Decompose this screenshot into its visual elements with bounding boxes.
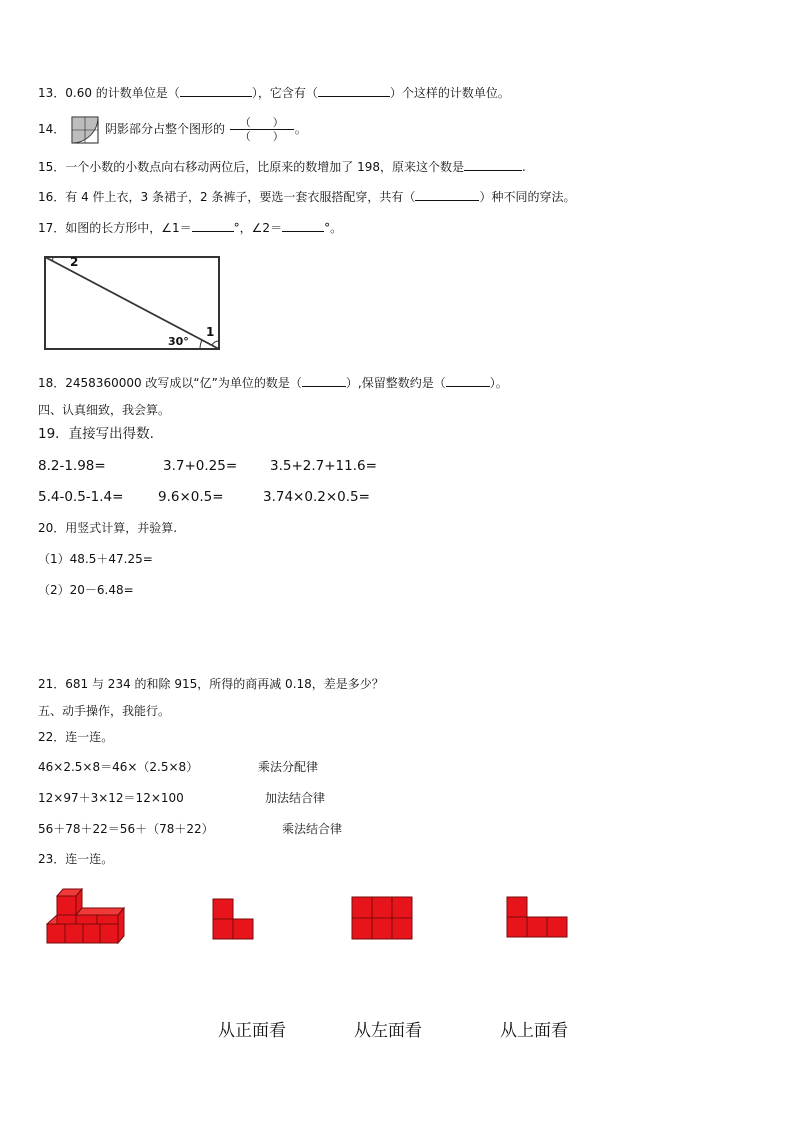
angle-2-label: 2 (70, 255, 79, 269)
calc-item: 3.7+0.25= (163, 458, 238, 474)
match-right-item[interactable]: 乘法分配律 (258, 760, 319, 774)
question-17: 17．如图的长方形中，∠1＝ °，∠2＝ °。 (38, 221, 343, 235)
rectangle-figure (40, 254, 224, 354)
question-13: 13．0.60 的计数单位是（ ），它含有（ ）个这样的计数单位。 (38, 86, 510, 100)
question-20-title: 20．用竖式计算，并验算. (38, 521, 178, 535)
question-16: 16．有 4 件上衣，3 条裙子，2 条裤子，要选一套衣服搭配穿，共有（ ）种不同的穿法。 (38, 190, 576, 204)
view-label-left[interactable]: 从左面看 (354, 1021, 422, 1041)
cube-structure-3d[interactable] (44, 884, 128, 952)
question-20-item-1: （1）48.5＋47.25= (38, 552, 153, 566)
question-23-title: 23．连一连。 (38, 852, 114, 866)
question-20-item-2: （2）20－6.48= (38, 583, 134, 597)
section-4-heading: 四、认真细致，我会算。 (38, 403, 171, 417)
question-19-title: 19．直接写出得数. (38, 426, 154, 442)
calc-item: 9.6×0.5= (158, 489, 224, 505)
calc-item: 3.5+2.7+11.6= (270, 458, 377, 474)
fraction-answer[interactable]: $\frac{( )}{( )}$ (230, 116, 294, 143)
match-right-item[interactable]: 乘法结合律 (282, 822, 343, 836)
view-shape-b[interactable] (351, 896, 413, 944)
answer-blank[interactable] (192, 219, 234, 232)
question-15: 15．一个小数的小数点向右移动两位后，比原来的数增加了 198，原来这个数是 . (38, 160, 526, 174)
calc-item: 8.2-1.98= (38, 458, 106, 474)
answer-blank[interactable] (318, 84, 390, 97)
answer-blank[interactable] (180, 84, 252, 97)
view-label-top[interactable]: 从上面看 (500, 1021, 568, 1041)
angle-1-label: 1 (206, 325, 215, 339)
answer-blank[interactable] (282, 219, 324, 232)
match-left-item[interactable]: 46×2.5×8＝46×（2.5×8） (38, 760, 199, 774)
section-5-heading: 五、动手操作，我能行。 (38, 704, 171, 718)
question-21: 21．681 与 234 的和除 915，所得的商再减 0.18，差是多少？ (38, 677, 384, 691)
view-shape-c[interactable] (506, 896, 568, 942)
quarter-circle-figure-icon (71, 116, 99, 144)
match-left-item[interactable]: 56＋78＋22＝56＋（78＋22） (38, 822, 214, 836)
match-right-item[interactable]: 加法结合律 (265, 791, 326, 805)
angle-30-label: 30° (168, 335, 189, 348)
calc-item: 3.74×0.2×0.5= (263, 489, 370, 505)
answer-blank[interactable] (415, 188, 479, 201)
match-left-item[interactable]: 12×97＋3×12＝12×100 (38, 791, 184, 805)
question-22-title: 22．连一连。 (38, 730, 114, 744)
question-18: 18．2458360000 改写成以“亿”为单位的数是（ ）,保留整数约是（ ）。 (38, 376, 508, 390)
answer-blank[interactable] (446, 374, 490, 387)
calc-item: 5.4-0.5-1.4= (38, 489, 124, 505)
answer-blank[interactable] (302, 374, 346, 387)
question-14: 14． 阴影部分占整个图形的 $\frac{( )}{( )}$ 。 (38, 116, 307, 143)
answer-blank[interactable] (464, 158, 522, 171)
view-label-front[interactable]: 从正面看 (218, 1021, 286, 1041)
view-shape-a[interactable] (212, 898, 256, 944)
